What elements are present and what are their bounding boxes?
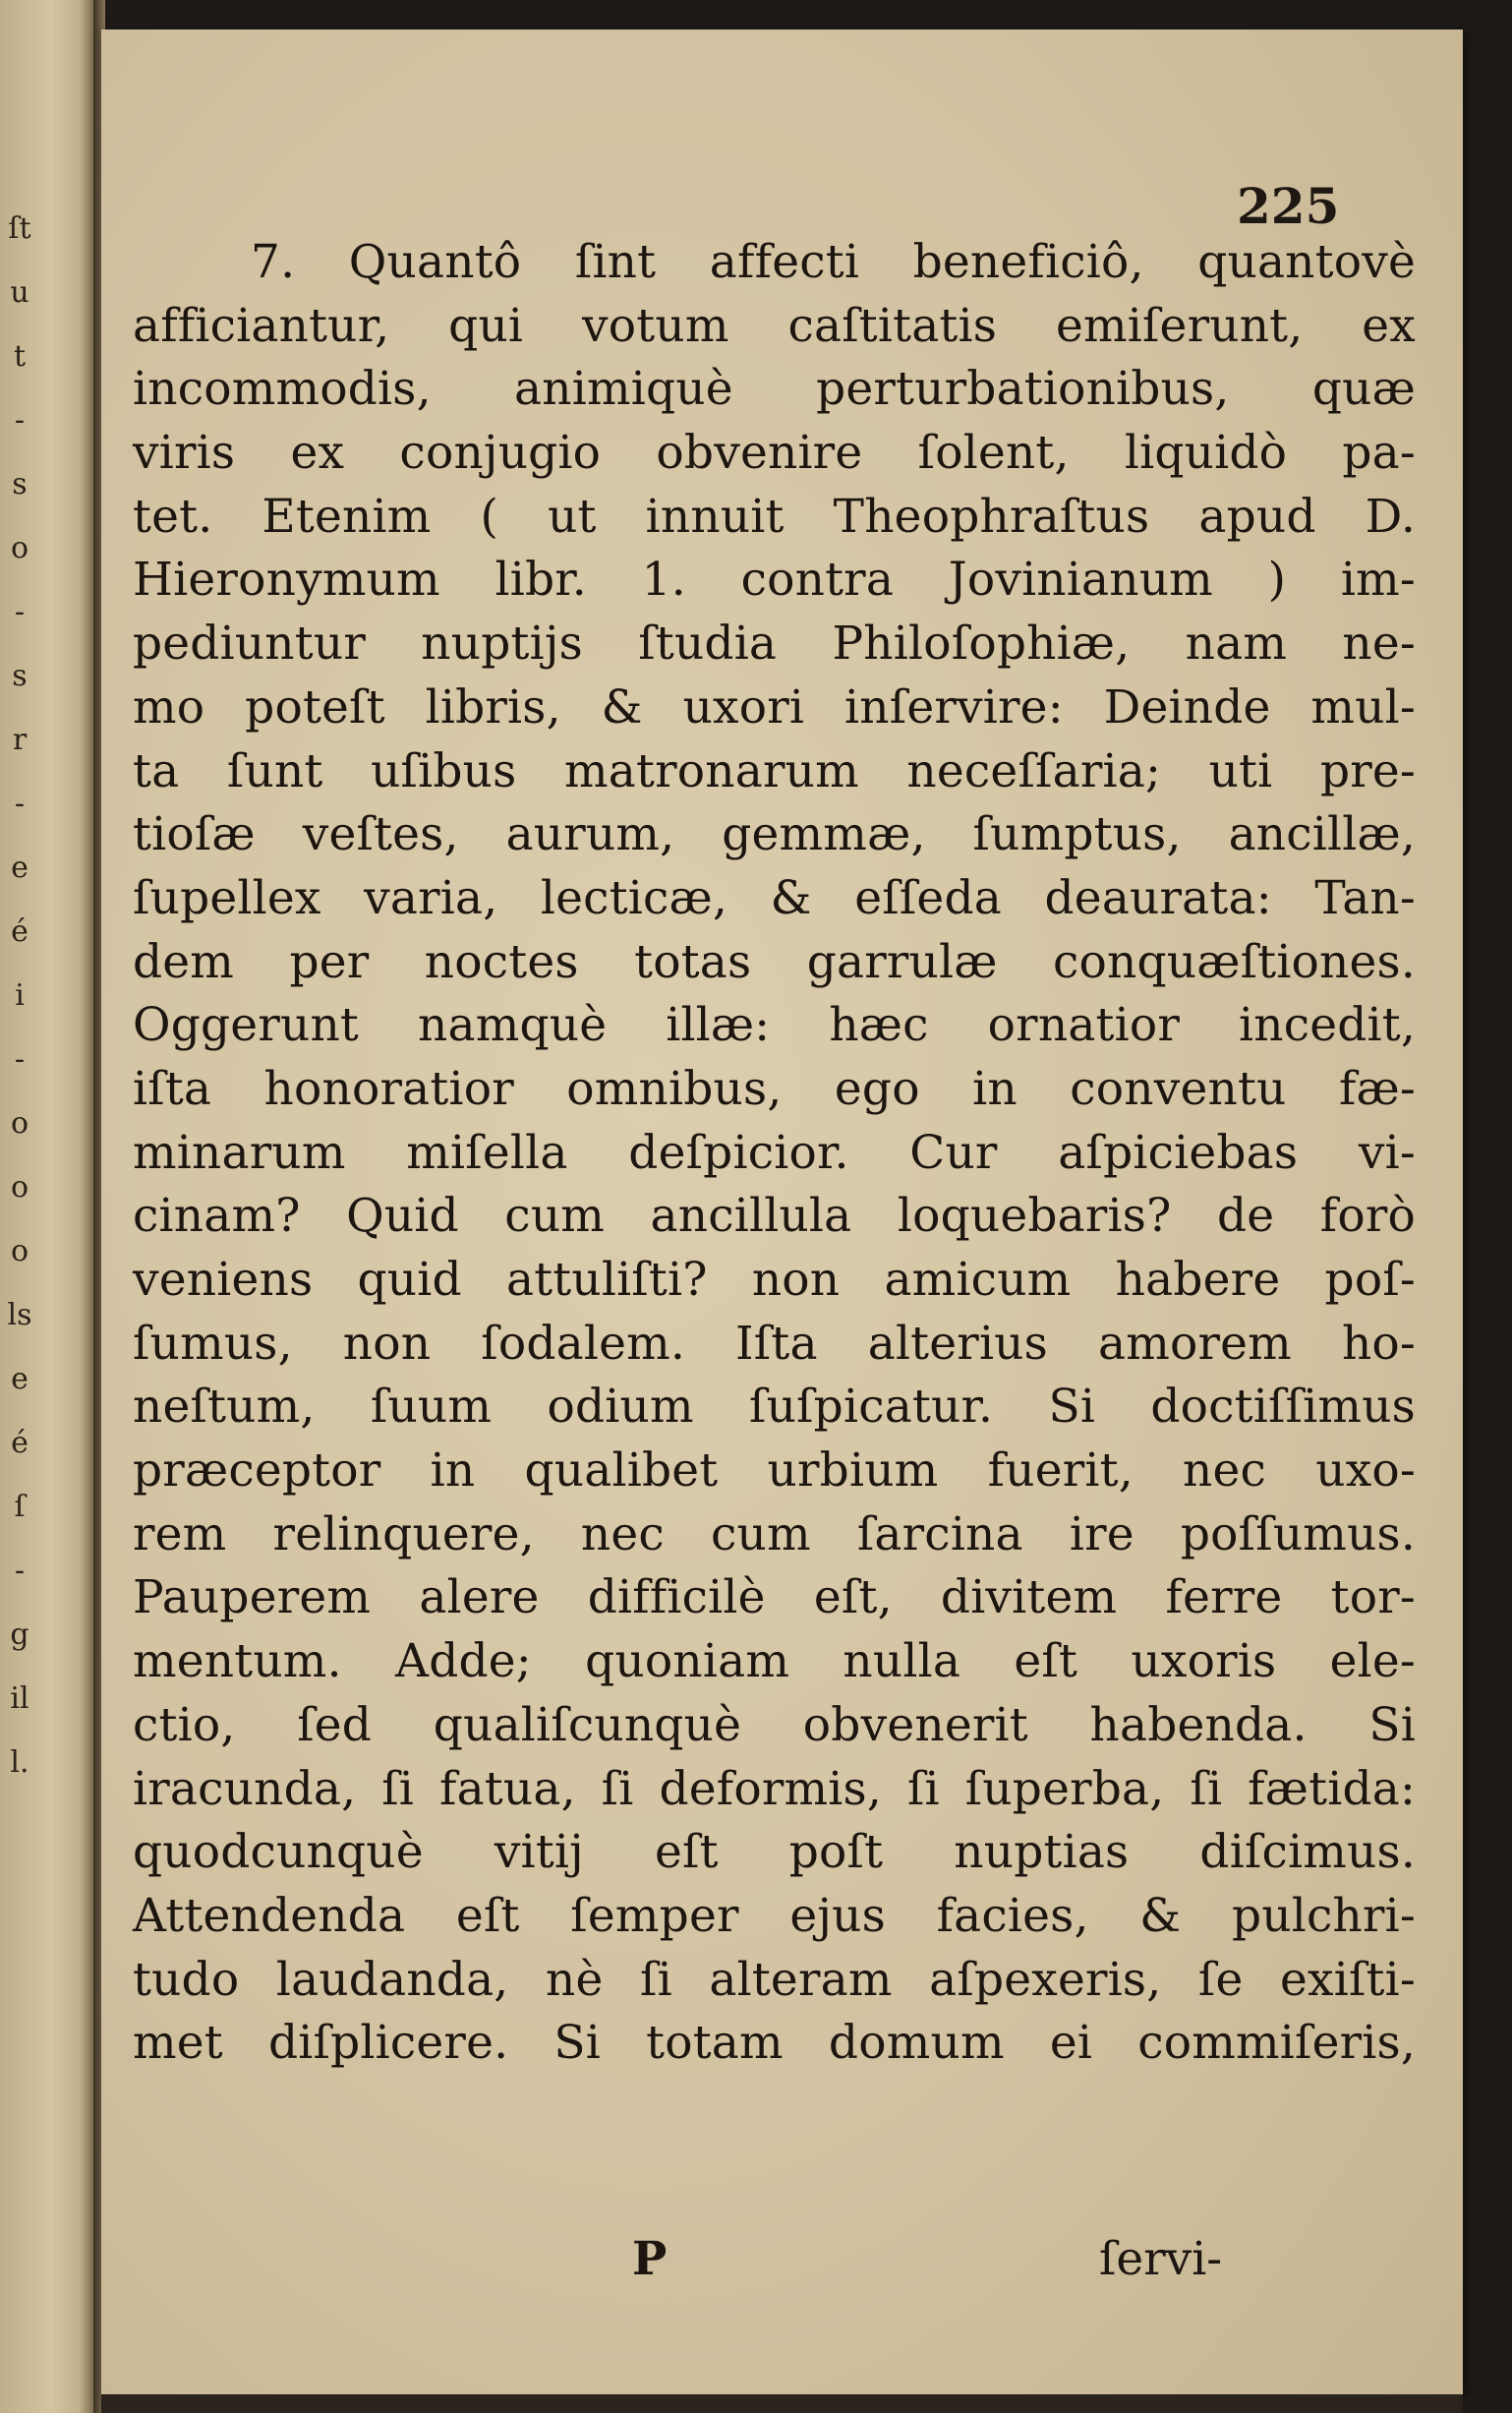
left-page-fragment: g (10, 1618, 29, 1652)
text-line: tudo laudanda, nè ſi alteram aſpexeris, ſe exiſti- (133, 1952, 1416, 2007)
left-page-fragment: e (11, 1362, 29, 1396)
left-page-fragment: l. (10, 1745, 29, 1780)
page-footer (101, 2232, 1463, 2301)
text-line: neſtum, ſuum odium ſuſpicatur. Si doctiſſimus (133, 1380, 1416, 1435)
left-page-fragment: e (11, 851, 29, 885)
text-line: Oggerunt namquè illæ: hæc ornatior incedit, (133, 998, 1416, 1053)
left-page-fragment: - (14, 403, 26, 438)
left-page-fragment: é (11, 914, 29, 949)
text-line: iſta honoratior omnibus, ego in conventu fæ- (133, 1061, 1416, 1116)
text-line: dem per noctes totas garrulæ conquæſtiones. (133, 934, 1416, 989)
left-page-fragments (0, 197, 39, 1795)
text-line: iracunda, ſi fatua, ſi deformis, ſi ſuperba, ſi fætida: (133, 1761, 1416, 1816)
text-body (133, 231, 1416, 2076)
text-line: incommodis, animiquè perturbationibus, quæ (133, 362, 1416, 417)
right-page (101, 29, 1463, 2394)
left-page-fragment: é (11, 1426, 29, 1460)
left-page-edge (0, 0, 93, 2413)
left-page-fragment: - (14, 787, 26, 821)
text-line: veniens quid attuliſti? non amicum habere poſ- (133, 1253, 1416, 1307)
text-line: afficiantur, qui votum caſtitatis emiſerunt, ex (133, 298, 1416, 353)
text-line: ctio, ſed qualiſcunquè obvenerit habenda. Si (133, 1697, 1416, 1752)
left-page-fragment: il (10, 1681, 29, 1716)
text-line: Pauperem alere difficilè eſt, divitem ferre tor- (133, 1570, 1416, 1625)
left-page-fragment: r (12, 723, 28, 757)
text-line: mo poteſt libris, & uxori inſervire: Deinde mul- (133, 679, 1416, 735)
left-page-fragment: t (13, 339, 27, 374)
page-number: 225 (1237, 177, 1340, 235)
page-bottom-shadow (101, 2394, 1463, 2413)
text-line: mentum. Adde; quoniam nulla eſt uxoris ele- (133, 1634, 1416, 1689)
text-line: quodcunquè vitij eſt poſt nuptias diſcimus. (133, 1825, 1416, 1880)
text-line: cinam? Quid cum ancillula loquebaris? de forò (133, 1189, 1416, 1244)
left-page-fragment: o (10, 1234, 29, 1268)
text-line: ta ſunt uſibus matronarum neceſſaria; uti pre- (133, 743, 1416, 798)
text-line: met diſplicere. Si totam domum ei commiſeris, (133, 2016, 1416, 2071)
text-line: tet. Etenim ( ut innuit Theophraſtus apud D. (133, 489, 1416, 544)
text-line: ſumus, non ſodalem. Iſta alterius amorem ho- (133, 1316, 1416, 1371)
left-page-fragment: - (14, 1554, 26, 1588)
left-page-fragment: o (10, 1106, 29, 1141)
signature-mark: P (632, 2232, 668, 2286)
text-line: minarum miſella deſpicior. Cur aſpiciebas vi- (133, 1125, 1416, 1180)
left-page-fragment: ls (7, 1298, 32, 1332)
left-page-fragment: - (14, 1042, 26, 1077)
left-page-fragment: i (15, 978, 25, 1013)
left-page-fragment: o (10, 1170, 29, 1205)
text-line: præceptor in qualibet urbium fuerit, nec uxo- (133, 1443, 1416, 1499)
left-page-fragment: s (12, 467, 28, 501)
text-line: Hieronymum libr. 1. contra Jovinianum ) im- (133, 553, 1416, 608)
text-line: viris ex conjugio obvenire ſolent, liquidò pa- (133, 426, 1416, 481)
text-line: Attendenda eſt ſemper ejus facies, & pulchri- (133, 1888, 1416, 1943)
text-line: ſupellex varia, lecticæ, & eſſeda deaurata: Tan- (133, 870, 1416, 925)
text-line: pediuntur nuptijs ſtudia Philoſophiæ, nam ne- (133, 617, 1416, 672)
text-line: rem relinquere, nec cum ſarcina ire poſſumus. (133, 1506, 1416, 1561)
text-line: 7. Quantô ſint affecti beneficiô, quantovè (251, 235, 1416, 289)
left-page-fragment: - (14, 595, 26, 629)
left-page-fragment: ſ (14, 1490, 26, 1524)
catchword: ſervi- (1099, 2232, 1223, 2286)
left-page-fragment: s (12, 659, 28, 693)
left-page-fragment: o (10, 531, 29, 565)
left-page-fragment: ſt (8, 211, 31, 246)
left-page-fragment: u (10, 275, 29, 310)
text-line: tioſæ veſtes, aurum, gemmæ, ſumptus, ancillæ, (133, 807, 1416, 862)
